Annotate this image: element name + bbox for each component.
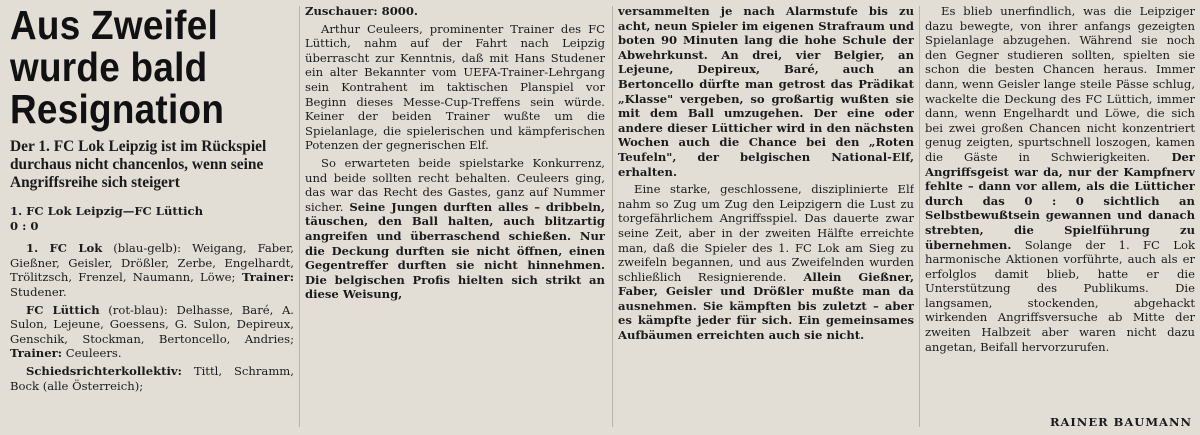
headline-line-3: Resignation <box>10 86 225 132</box>
author-byline: RAINER BAUMANN <box>1049 415 1192 429</box>
column-divider <box>612 6 613 427</box>
spectators: Zuschauer: 8000. <box>305 4 418 18</box>
paragraph-2-continued: versammelten je nach Alarmstufe bis zu acht, neun Spieler im eigenen Strafraum und boten 90 Minuten lang die hohe Schule der Abwehrkunst. An drei, vier Belgier, an Lejeune, Depireux, Baré, auch an Bertoncello dürfte man getrost das Prädikat „Klasse" vergeben, so großartig wußten sie mit dem Ball umzugehen. Der eine oder andere dieser Lütticher wird in den nächsten Wochen auch die Chance bei den „Roten Teufeln", der belgischen National-Elf, erhalten. <box>618 4 914 179</box>
headline-line-2: wurde bald <box>10 44 208 90</box>
match-info <box>10 204 294 233</box>
column-divider <box>299 6 300 427</box>
column-3 <box>618 4 914 429</box>
lineup-lok: 1. FC Lok (blau-gelb): Weigang, Faber, Gießner, Geisler, Drößler, Zerbe, Engelhardt, Trölitzsch, Frenzel, Naumann, Löwe; Trainer: Studener. <box>10 241 294 299</box>
headline <box>10 4 266 130</box>
column-4 <box>925 4 1195 429</box>
subheadline: Der 1. FC Lok Leipzig ist im Rückspiel durchaus nicht chancenlos, wenn seine Angriffsreihe sich steigert <box>10 138 267 191</box>
headline-line-1: Aus Zweifel <box>10 4 219 48</box>
paragraph-2: So erwarteten beide spielstarke Konkurrenz, und beide sollten recht behalten. Ceuleers ging, das war das Recht des Gastes, ganz auf Nummer sicher. Seine Jungen durften alles – dribbeln, täuschen, den Ball halten, auch blitzartig angreifen und überraschend schießen. Nur die Deckung durften sie nicht öffnen, einen Gegentreffer durften sie nicht hinnehmen. Die belgischen Profis hielten sich strikt an diese Weisung, <box>305 155 605 302</box>
paragraph-3: Eine starke, geschlossene, disziplinierte Elf nahm so Zug um Zug den Leipzigern die Lust zu torgefährlichem Angriffsspiel. Das dauerte zwar seine Zeit, aber in der zweiten Hälfte erreichte man, daß die Spieler des 1. FC Lok am Sieg zu zweifeln begannen, und aus Zweifelnden wurden schließlich Resignierende. Allein Gießner, Faber, Geisler und Drößler mußte man da ausnehmen. Sie kämpften bis zuletzt – aber es kämpfte jeder für sich. Ein gemeinsames Aufbäumen erreichten auch sie nicht. <box>618 182 914 343</box>
paragraph-1: Arthur Ceuleers, prominenter Trainer des FC Lüttich, nahm auf der Fahrt nach Leipzig überrascht zur Kenntnis, daß mit Hans Studener ein alter Bekannter vom UEFA-Trainer-Lehrgang sein Kontrahent im taktischen Planspiel vor Beginn dieses Messe-Cup-Treffens sein würde. Keiner der beiden Trainer wußte um die Spielanlage, die spielerischen und kämpferischen Potenzen der gegnerischen Elf. <box>305 21 605 153</box>
column-1 <box>10 4 294 429</box>
paragraph-4: Es blieb unerfindlich, was die Leipziger dazu bewegte, von ihrer anfangs gezeigten Spielanlage abzugehen. Während sie noch den Gegner studieren sollten, spielten sie schon die besten Chancen heraus. Immer dann, wenn Geisler lange steile Pässe schlug, wackelte die Deckung des FC Lüttich, immer dann, wenn Engelhardt und Löwe, die sich bei zwei großen Chancen nicht konzentriert genug zeigten, spurtschnell loszogen, kamen die Gäste in Schwierigkeiten. Der Angriffsgeist war da, nur der Kampfnerv fehlte – dann vor allem, als die Lütticher durch das 0 : 0 sichtlich an Selbstbewußtsein gewannen und danach strebten, die Spielführung zu übernehmen. Solange der 1. FC Lok harmonische Aktionen vorführte, auch als er erfolglos damit blieb, hatte er die Unterstützung des Publikums. Die langsamen, stockenden, abgehackt wirkenden Angriffsversuche ab Mitte der zweiten Halbzeit aber waren nicht dazu angetan, Beifall hervorzurufen. <box>925 4 1195 354</box>
lineup-luettich: FC Lüttich (rot-blau): Delhasse, Baré, A. Sulon, Lejeune, Goessens, G. Sulon, Depireux, Genschik, Stockman, Bertoncello, Andries; Trainer: Ceuleers. <box>10 302 294 361</box>
match-teams: 1. FC Lok Leipzig—FC Lüttich <box>10 204 203 218</box>
column-2 <box>305 4 605 429</box>
column-divider <box>919 6 920 427</box>
referee-line: Schiedsrichterkollektiv: Tittl, Schramm, Bock (alle Österreich); <box>10 363 294 393</box>
match-score: 0 : 0 <box>10 218 39 233</box>
